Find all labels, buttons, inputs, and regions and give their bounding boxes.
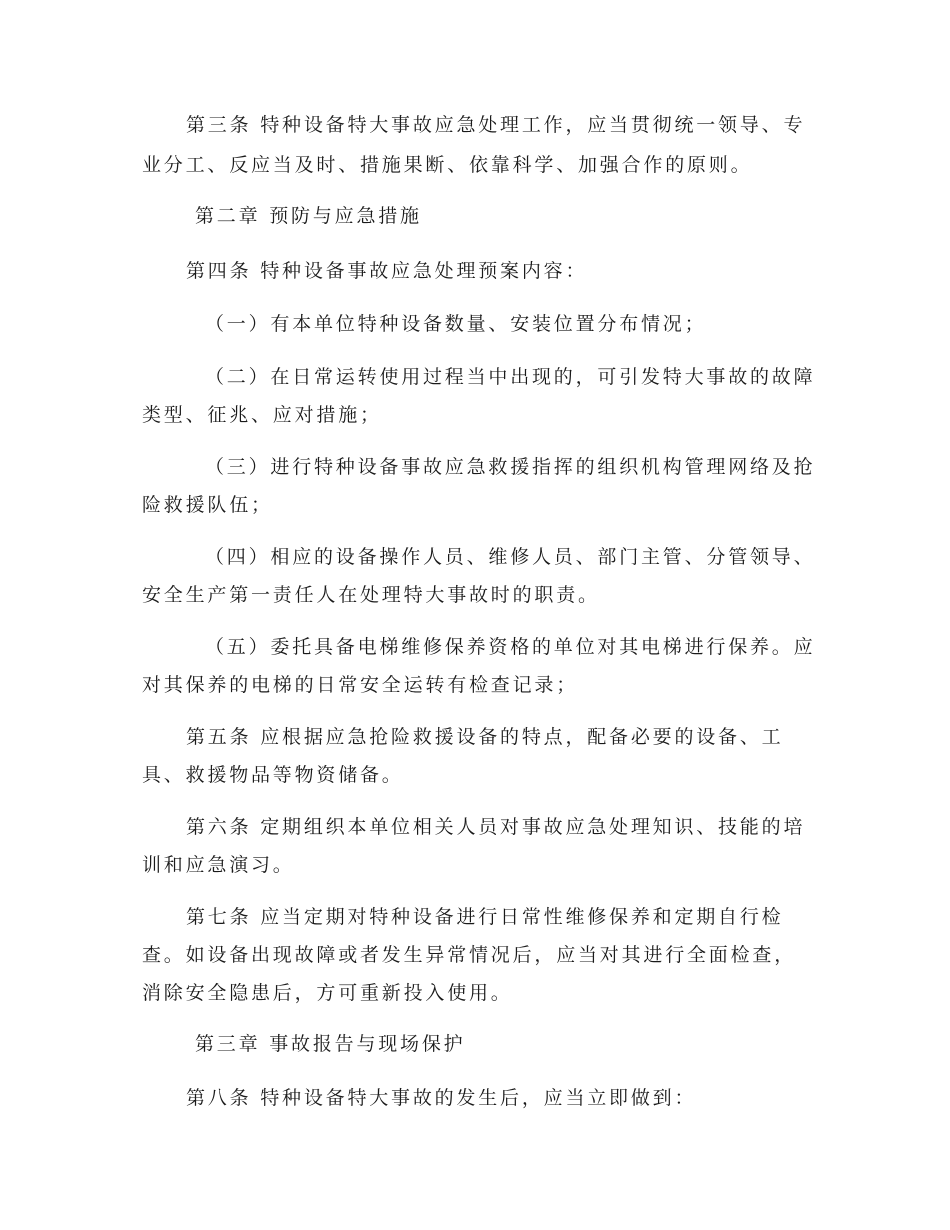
- item-2-line-2: 类型、征兆、应对措施；: [142, 404, 382, 426]
- item-3-line-2: 险救援队伍；: [142, 494, 273, 516]
- item-5-line-1: （五）委托具备电梯维修保养资格的单位对其电梯进行保养。应: [205, 636, 816, 658]
- article-5-line-2: 具、救援物品等物资储备。: [142, 764, 404, 786]
- item-3-line-1: （三）进行特种设备事故应急救援指挥的组织机构管理网络及抢: [205, 456, 816, 478]
- item-4-line-1: （四）相应的设备操作人员、维修人员、部门主管、分管领导、: [205, 546, 816, 568]
- item-1: （一）有本单位特种设备数量、安装位置分布情况；: [205, 313, 707, 335]
- article-7-line-2: 查。如设备出现故障或者发生异常情况后，应当对其进行全面检查，: [142, 944, 797, 966]
- article-4: 第四条 特种设备事故应急处理预案内容：: [186, 260, 588, 282]
- chapter-2-heading: 第二章 预防与应急措施: [195, 205, 422, 227]
- item-4-line-2: 安全生产第一责任人在处理特大事故时的职责。: [142, 584, 600, 606]
- article-6-line-1: 第六条 定期组织本单位相关人员对事故应急处理知识、技能的培: [186, 816, 806, 838]
- item-5-line-2: 对其保养的电梯的日常安全运转有检查记录；: [142, 674, 579, 696]
- chapter-3-heading: 第三章 事故报告与现场保护: [195, 1033, 466, 1055]
- article-7-line-3: 消除安全隐患后，方可重新投入使用。: [142, 982, 513, 1004]
- article-6-line-2: 训和应急演习。: [142, 854, 295, 876]
- article-5-line-1: 第五条 应根据应急抢险救援设备的特点，配备必要的设备、工: [186, 726, 784, 748]
- article-3-line-1: 第三条 特种设备特大事故应急处理工作，应当贯彻统一领导、专: [186, 114, 806, 136]
- article-8: 第八条 特种设备特大事故的发生后，应当立即做到：: [186, 1087, 697, 1109]
- article-3-line-2: 业分工、反应当及时、措施果断、依靠科学、加强合作的原则。: [142, 154, 753, 176]
- item-2-line-1: （二）在日常运转使用过程当中出现的，可引发特大事故的故障: [205, 366, 816, 388]
- article-7-line-1: 第七条 应当定期对特种设备进行日常性维修保养和定期自行检: [186, 906, 784, 928]
